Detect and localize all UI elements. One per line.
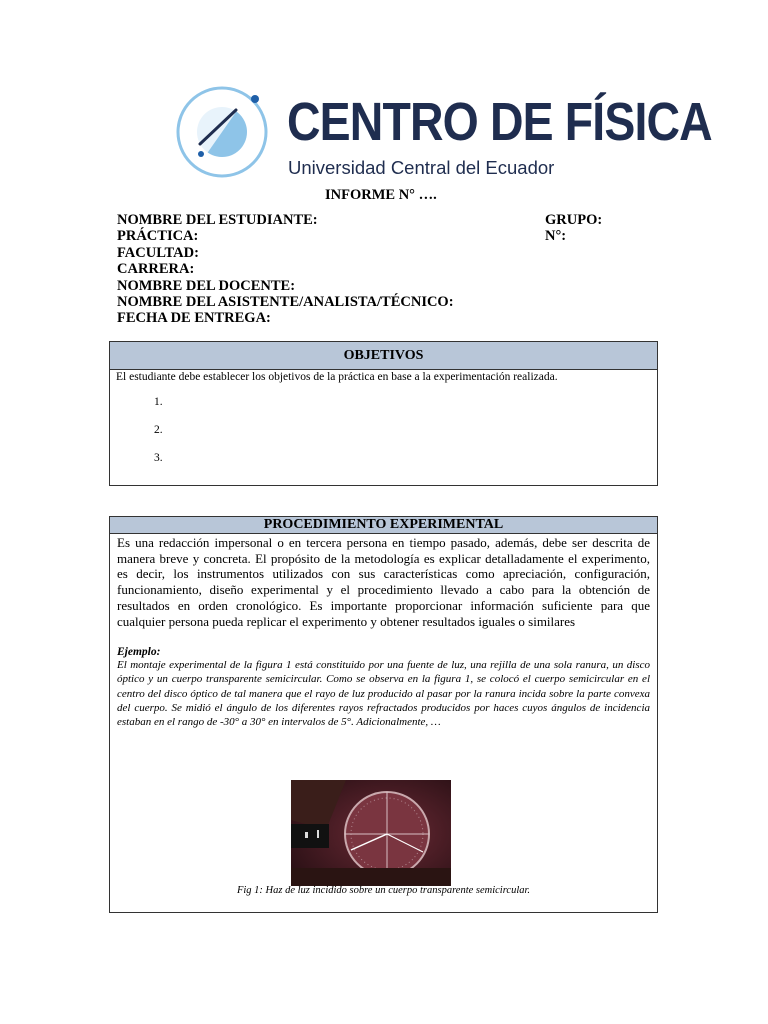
objetivos-header: OBJETIVOS xyxy=(110,342,657,370)
field-nombre-asistente: NOMBRE DEL ASISTENTE/ANALISTA/TÉCNICO: xyxy=(117,294,454,311)
figure-caption: Fig 1: Haz de luz incidido sobre un cuerpo transparente semicircular. xyxy=(236,885,531,896)
informe-number: INFORME N° …. xyxy=(325,187,437,203)
procedimiento-section xyxy=(109,516,658,913)
example-label: Ejemplo: xyxy=(117,646,161,659)
logo-title: CENTRO DE FÍSICA xyxy=(287,92,712,152)
list-item: 3. xyxy=(154,452,163,464)
field-carrera: CARRERA: xyxy=(117,261,195,278)
field-facultad: FACULTAD: xyxy=(117,244,199,261)
procedimiento-body: Es una redacción impersonal o en tercera persona en tiempo pasado, además, debe ser descrita de manera breve y concreta. El propósito de la metodología es explicar detalladamente el experimento, es decir, los instrumentos utilizados con sus características como apreciación, configuración, funcionamiento, diseño experimental y el procedimiento llevado a cabo para la obtención de resultados en orden cronológico. Es importante proporcionar información suficiente para que cualquier persona pueda replicar el experimento y obtener resultados iguales o similares xyxy=(117,535,650,629)
field-numero: N°: xyxy=(545,228,567,245)
logo-emblem-icon xyxy=(172,84,282,184)
example-text: El montaje experimental de la figura 1 está constituido por una fuente de luz, una rejilla de una sola ranura, un disco óptico y un cuerpo transparente semicircular. Como se observa en la figura 1, se colocó el cuerpo semicircular en el centro del disco óptico de tal manera que el rayo de luz producido al pasar por la ranura incida sobre la parte convexa del cuerpo. Se midió el ángulo de los diferentes rayos refractados producidos por haces cuyos ángulos de incidencia estaban en el rango de -30° a 30° en intervalos de 5°. Adicionalmente, … xyxy=(117,659,650,729)
procedimiento-header: PROCEDIMIENTO EXPERIMENTAL xyxy=(110,517,657,534)
field-nombre-docente: NOMBRE DEL DOCENTE: xyxy=(117,277,296,294)
centro-de-fisica-logo xyxy=(172,84,712,184)
group-info-fields xyxy=(545,212,602,245)
field-practica: PRÁCTICA: xyxy=(117,228,199,245)
field-fecha-entrega: FECHA DE ENTREGA: xyxy=(117,310,271,327)
list-item: 2. xyxy=(154,424,163,436)
objetivos-intro: El estudiante debe establecer los objetivos de la práctica en base a la experimentación realizada. xyxy=(116,371,558,383)
field-nombre-estudiante: NOMBRE DEL ESTUDIANTE: xyxy=(117,212,318,228)
field-grupo: GRUPO: xyxy=(545,212,603,228)
logo-subtitle: Universidad Central del Ecuador xyxy=(288,157,555,178)
objetivos-section xyxy=(109,341,658,486)
figure-1-photo xyxy=(291,780,451,886)
list-item: 1. xyxy=(154,396,163,408)
objetivos-list xyxy=(110,396,657,480)
student-info-fields xyxy=(117,212,454,327)
